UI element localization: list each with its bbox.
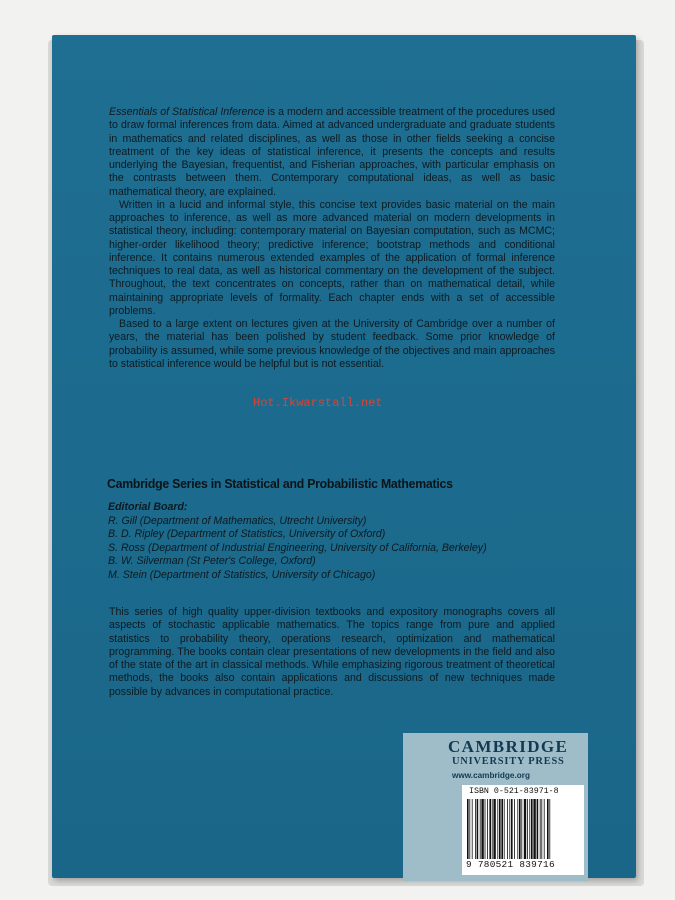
watermark-text: Hot.Ikwarstall.net (253, 396, 383, 410)
blurb-paragraph-3: Based to a large extent on lectures given at the University of Cambridge over a number of years, the material has been polished by student feedback. Some prior knowledge of probability is assumed, while some previous knowledge of the objectives and main approaches to statistical inference would be helpful but is not essential. (109, 318, 555, 370)
barcode-digits: 9 780521 839716 (466, 859, 555, 870)
series-description-text: This series of high quality upper-division textbooks and expository monographs covers all aspects of stochastic applicable mathematics. The topics range from pure and applied statistics to probability theory, operations research, optimization and mathematical programming. The books contain clear presentations of new developments in the field and also of the state of the art in classical methods. While emphasizing rigorous treatment of theoretical methods, the books also contain applications and discussions of new techniques made possible by advances in computational practice. (109, 606, 555, 698)
book-blurb (109, 106, 555, 371)
editorial-board-member: B. D. Ripley (Department of Statistics, University of Oxford) (108, 528, 386, 541)
editorial-board-member: M. Stein (Department of Statistics, University of Chicago) (108, 568, 376, 581)
publisher-subtitle: UNIVERSITY PRESS (452, 756, 565, 767)
blurb-paragraph-1-text: is a modern and accessible treatment of the procedures used to draw formal inferences from data. Aimed at advanced undergraduate and graduate students in mathematics and related disciplines, as well as those in other fields seeking a concise treatment of the key ideas of statistical inference, it presents the concepts and results underlying the Bayesian, frequentist, and Fisherian approaches, with particular emphasis on the contrasts between them. Contemporary computational ideas, as well as basic mathematical theory, are explained. (109, 106, 555, 198)
barcode-icon (465, 799, 581, 859)
blurb-paragraph-1 (109, 106, 555, 199)
editorial-board-member: S. Ross (Department of Industrial Engineering, University of California, Berkeley) (108, 541, 487, 554)
publisher-panel (403, 733, 588, 881)
publisher-name: CAMBRIDGE (448, 737, 569, 756)
blurb-paragraph-2: Written in a lucid and informal style, this concise text provides basic material on the main approaches to inference, as well as more advanced material on modern developments in statistical theory, including: contemporary material on Bayesian computation, such as MCMC; higher-order likelihood theory; predictive inference; bootstrap methods and conditional inference. It contains numerous extended examples of the application of formal inference techniques to real data, as well as historical commentary on the development of the subject. Throughout, the text concentrates on concepts, rather than on mathematical detail, while maintaining appropriate levels of formality. Each chapter ends with a set of accessible problems. (109, 198, 555, 317)
editorial-board-label: Editorial Board: (108, 501, 188, 513)
isbn-label: ISBN 0-521-83971-8 (469, 787, 559, 796)
publisher-url: www.cambridge.org (452, 771, 530, 780)
book-title-italic: Essentials of Statistical Inference (109, 106, 265, 118)
editorial-board-member: B. W. Silverman (St Peter's College, Oxford) (108, 555, 316, 568)
editorial-board (108, 501, 578, 583)
series-description (109, 606, 555, 699)
editorial-board-member: R. Gill (Department of Mathematics, Utrecht University) (108, 514, 367, 527)
barcode-panel (462, 785, 584, 875)
series-title: Cambridge Series in Statistical and Probabilistic Mathematics (107, 476, 453, 491)
